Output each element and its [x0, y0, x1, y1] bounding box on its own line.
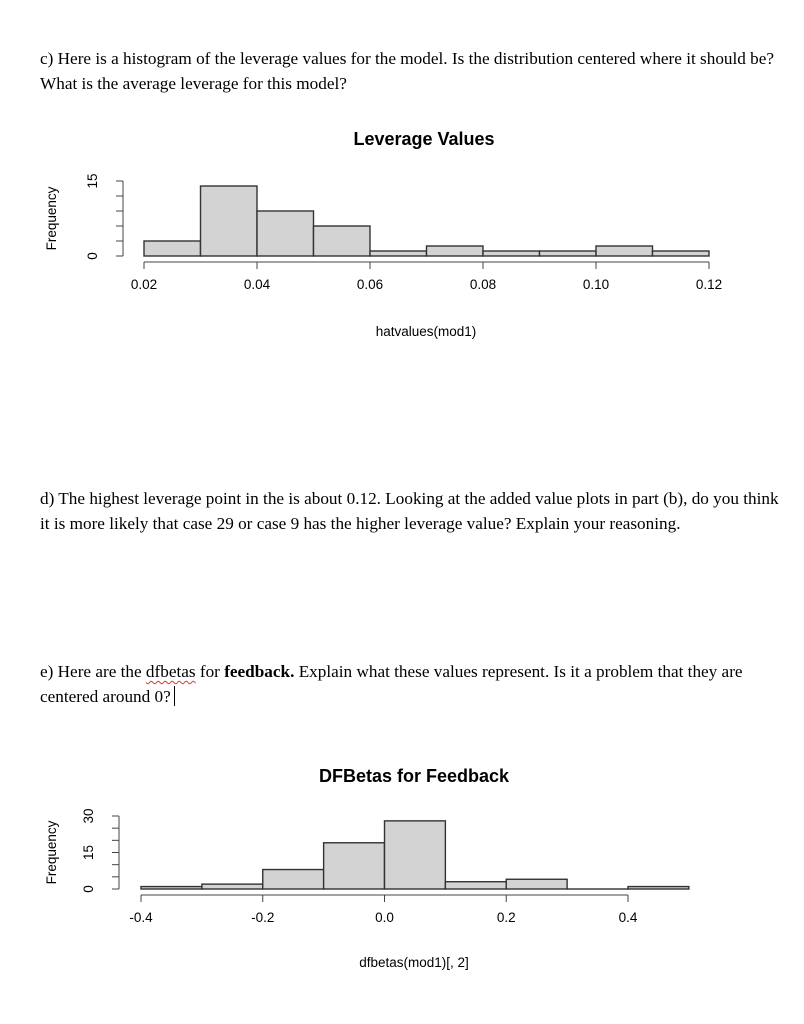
- question-e-middle: for: [195, 662, 225, 681]
- histogram-bar: [202, 884, 263, 889]
- x-tick-label: 0.08: [469, 277, 497, 292]
- histogram-bar: [385, 821, 446, 889]
- chart-title: DFBetas for Feedback: [318, 766, 510, 786]
- y-tick-label: 30: [81, 808, 96, 824]
- y-tick-label: 15: [85, 173, 100, 189]
- x-tick-label: 0.10: [582, 277, 610, 292]
- y-axis-label: Frequency: [44, 186, 59, 251]
- histogram-bar: [628, 887, 689, 889]
- histogram-bar: [324, 843, 385, 889]
- x-tick-label: 0.06: [356, 277, 384, 292]
- question-c: c) Here is a histogram of the leverage values for the model. Is the distribution centered where it should be? What is the average leverage for this model?: [40, 49, 775, 93]
- histogram-bar: [506, 879, 567, 889]
- y-tick-label: 0: [81, 885, 96, 893]
- y-tick-label: 0: [85, 252, 100, 260]
- x-tick-label: 0.12: [695, 277, 723, 292]
- y-tick-label: 15: [81, 844, 96, 861]
- question-e-suffix: Explain what these values represent. Is it a problem that they are centered around 0?: [40, 662, 743, 706]
- histogram-bar: [141, 887, 202, 889]
- histogram-bar: [427, 246, 484, 256]
- question-e: [40, 660, 780, 709]
- histogram-bar: [370, 251, 427, 256]
- question-e-spellcheck-word: dfbetas: [145, 662, 196, 681]
- histogram-bar: [314, 226, 371, 256]
- x-tick-label: 0.02: [130, 277, 158, 292]
- dfbetas-histogram: [0, 758, 804, 988]
- x-tick-label: 0.0: [375, 910, 394, 925]
- y-axis-label: Frequency: [44, 820, 59, 885]
- x-tick-label: 0.04: [243, 277, 271, 292]
- x-axis-label: hatvalues(mod1): [375, 324, 477, 339]
- text-cursor: [174, 686, 176, 706]
- x-tick-label: 0.2: [496, 910, 516, 925]
- question-e-prefix: e) Here are the: [40, 662, 146, 681]
- x-tick-label: -0.2: [251, 910, 275, 925]
- x-tick-label: -0.4: [129, 910, 153, 925]
- histogram-bar: [257, 211, 314, 256]
- histogram-bar: [201, 186, 258, 256]
- x-tick-label: 0.4: [618, 910, 638, 925]
- histogram-bar: [540, 251, 597, 256]
- histogram-bar: [653, 251, 710, 256]
- histogram-bar: [144, 241, 201, 256]
- x-axis-label: dfbetas(mod1)[, 2]: [359, 955, 469, 970]
- leverage-histogram: [0, 120, 804, 350]
- histogram-bar: [596, 246, 653, 256]
- histogram-bar: [483, 251, 540, 256]
- histogram-bar: [445, 882, 506, 889]
- question-d: d) The highest leverage point in the is about 0.12. Looking at the added value plots in part (b), do you think it is more likely that case 29 or case 9 has the higher leverage value? Explain your reasoning.: [40, 489, 779, 533]
- histogram-bar: [263, 870, 324, 889]
- question-e-bold-word: feedback.: [224, 662, 295, 681]
- chart-title: Leverage Values: [353, 129, 495, 149]
